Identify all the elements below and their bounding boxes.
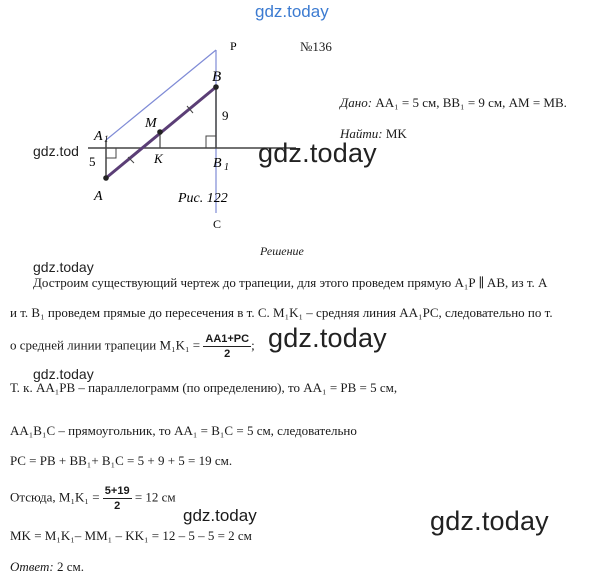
- figure-caption: Рис. 122: [178, 191, 228, 206]
- label-b: B: [212, 69, 222, 85]
- text-line-1: Достроим существующий чертеж до трапеции, для этого проведем прямую A₁P ∥ AB, из т. A: [33, 275, 548, 290]
- label-a1-sub: 1: [104, 134, 109, 144]
- given-line: [340, 95, 567, 111]
- point-m: [157, 129, 163, 135]
- answer-text: 2 см.: [53, 559, 84, 574]
- point-a: [103, 175, 109, 181]
- label-len-aa1: 5: [89, 154, 96, 169]
- solution-heading: Решение: [260, 244, 304, 258]
- label-c: C: [213, 217, 222, 231]
- answer-line: [10, 559, 84, 575]
- label-m: M: [145, 116, 157, 131]
- text-line-5: AA₁B₁C – прямоугольник, то AA₁ = B₁C = 5 см, следовательно: [10, 423, 357, 438]
- find-text: MK: [385, 126, 407, 141]
- given-text: AA₁ = 5 см, BB₁ = 9 см, AM = MB.: [375, 95, 567, 110]
- right-angle-b1: [206, 136, 216, 148]
- point-b: [213, 84, 219, 90]
- label-b1-sub: 1: [224, 162, 229, 173]
- watermark-top: gdz.today: [255, 2, 329, 21]
- right-angle-a1: [106, 148, 116, 158]
- text-line-3-post: ;: [251, 337, 255, 353]
- watermark-main-3: gdz.today: [430, 506, 549, 536]
- fraction-result-num: 5+19: [104, 485, 130, 497]
- text-line-3: [10, 332, 255, 361]
- fraction-result: [103, 484, 132, 513]
- watermark-main-2: gdz.today: [268, 323, 387, 353]
- label-len-bb1: 9: [222, 108, 229, 123]
- line-a1p: [106, 50, 216, 140]
- fraction-midline: [203, 332, 251, 361]
- label-a1: A: [94, 129, 103, 144]
- problem-number: №136: [300, 39, 332, 54]
- text-line-8: MK = M₁K₁– MM₁ – KK₁ = 12 – 5 – 5 = 2 см: [10, 528, 252, 543]
- watermark-small-1: gdz.today: [33, 259, 94, 275]
- fraction-result-den: 2: [114, 500, 121, 512]
- text-line-2: и т. B₁ проведем прямые до пересечения в т. C. M₁K₁ – средняя линия AA₁PC, следовательно по т.: [10, 305, 553, 320]
- label-k: K: [154, 151, 163, 166]
- label-b1: B: [213, 156, 222, 171]
- text-line-7-post: = 12 см: [134, 489, 176, 505]
- label-a: A: [94, 189, 103, 204]
- watermark-small-2: gdz.today: [33, 366, 94, 382]
- fraction-midline-den: 2: [224, 348, 231, 360]
- text-line-3-pre: о средней линии трапеции M₁K₁ =: [10, 337, 201, 353]
- fraction-midline-num: AA1+PC: [205, 333, 250, 345]
- answer-label: Ответ:: [10, 559, 54, 574]
- watermark-left-small: gdz.tod: [33, 143, 79, 159]
- watermark-small-3: gdz.today: [183, 506, 257, 525]
- text-line-4: Т. к. AA₁PB – параллелограмм (по определению), то AA₁ = PB = 5 см,: [10, 380, 398, 395]
- text-line-6: PC = PB + BB₁+ B₁C = 5 + 9 + 5 = 19 см.: [10, 453, 233, 468]
- text-line-7-pre: Отсюда, M₁K₁ =: [10, 489, 100, 505]
- watermark-main-1: gdz.today: [258, 138, 377, 168]
- text-line-7: [10, 484, 176, 513]
- find-label: Найти:: [340, 126, 383, 141]
- given-label: Дано:: [340, 95, 373, 110]
- label-p: P: [230, 39, 237, 53]
